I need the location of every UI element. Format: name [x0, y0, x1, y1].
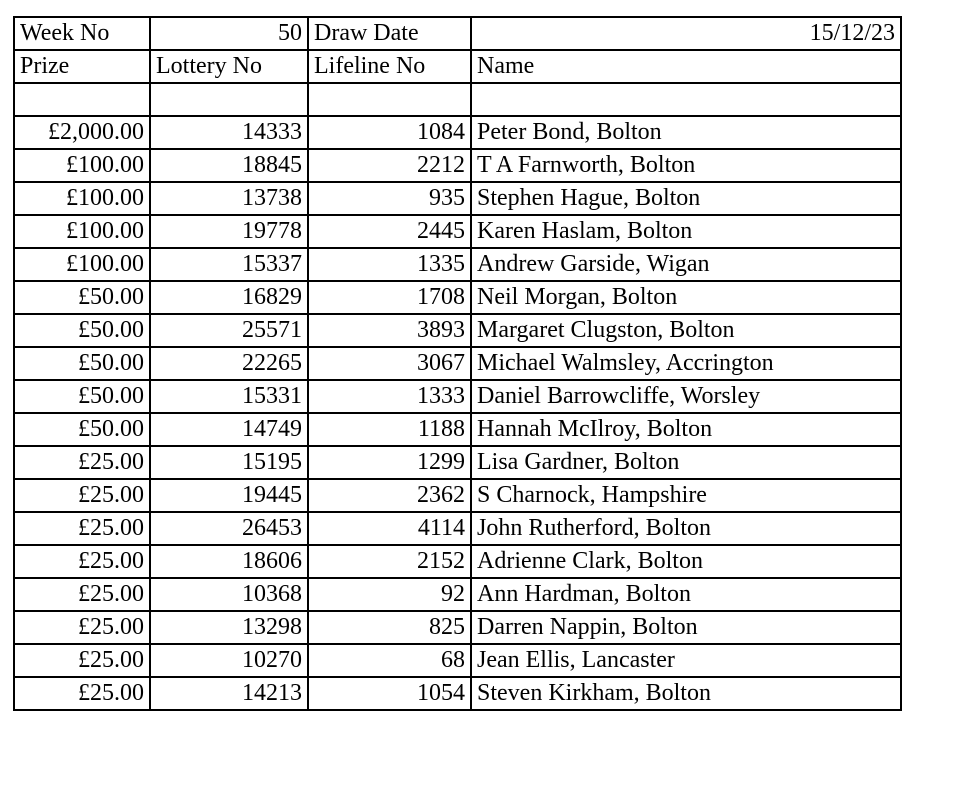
lifeline-no-cell: 1084	[308, 116, 471, 149]
prize-cell: £25.00	[14, 446, 150, 479]
table-row	[14, 512, 901, 545]
lottery-no-cell: 13298	[150, 611, 308, 644]
lottery-no-cell: 16829	[150, 281, 308, 314]
lottery-no-cell: 14333	[150, 116, 308, 149]
column-header-lottery-no: Lottery No	[150, 50, 308, 83]
name-cell: Daniel Barrowcliffe, Worsley	[471, 380, 901, 413]
lifeline-no-cell: 3893	[308, 314, 471, 347]
prize-cell: £25.00	[14, 479, 150, 512]
lifeline-no-cell: 1333	[308, 380, 471, 413]
week-no-value: 50	[150, 17, 308, 50]
lottery-results-table	[13, 16, 902, 711]
lottery-no-cell: 25571	[150, 314, 308, 347]
prize-cell: £50.00	[14, 314, 150, 347]
lottery-no-cell: 26453	[150, 512, 308, 545]
lifeline-no-cell: 1335	[308, 248, 471, 281]
draw-date-value: 15/12/23	[471, 17, 901, 50]
prize-cell: £25.00	[14, 512, 150, 545]
prize-cell: £100.00	[14, 182, 150, 215]
table-row	[14, 347, 901, 380]
lottery-no-cell: 19778	[150, 215, 308, 248]
table-row	[14, 314, 901, 347]
name-cell: T A Farnworth, Bolton	[471, 149, 901, 182]
table-row	[14, 446, 901, 479]
table-row	[14, 116, 901, 149]
name-cell: Michael Walmsley, Accrington	[471, 347, 901, 380]
lifeline-no-cell: 3067	[308, 347, 471, 380]
table-row	[14, 281, 901, 314]
name-cell: John Rutherford, Bolton	[471, 512, 901, 545]
lottery-no-cell: 14749	[150, 413, 308, 446]
name-cell: Lisa Gardner, Bolton	[471, 446, 901, 479]
prize-cell: £50.00	[14, 380, 150, 413]
table-row	[14, 677, 901, 710]
prize-cell: £25.00	[14, 611, 150, 644]
name-cell: Steven Kirkham, Bolton	[471, 677, 901, 710]
lottery-no-cell: 10270	[150, 644, 308, 677]
lottery-no-cell: 14213	[150, 677, 308, 710]
column-header-prize: Prize	[14, 50, 150, 83]
lottery-no-cell: 13738	[150, 182, 308, 215]
lifeline-no-cell: 92	[308, 578, 471, 611]
lottery-no-cell: 15331	[150, 380, 308, 413]
lifeline-no-cell: 2445	[308, 215, 471, 248]
column-header-name: Name	[471, 50, 901, 83]
blank-cell	[150, 83, 308, 116]
lifeline-no-cell: 2152	[308, 545, 471, 578]
blank-cell	[14, 83, 150, 116]
name-cell: Ann Hardman, Bolton	[471, 578, 901, 611]
prize-cell: £25.00	[14, 545, 150, 578]
name-cell: Adrienne Clark, Bolton	[471, 545, 901, 578]
prize-cell: £50.00	[14, 347, 150, 380]
lifeline-no-cell: 935	[308, 182, 471, 215]
lottery-no-cell: 15195	[150, 446, 308, 479]
prize-cell: £100.00	[14, 215, 150, 248]
table-row	[14, 149, 901, 182]
table-row	[14, 479, 901, 512]
prize-cell: £50.00	[14, 413, 150, 446]
table-row	[14, 380, 901, 413]
name-cell: S Charnock, Hampshire	[471, 479, 901, 512]
header-row-draw-info	[14, 17, 901, 50]
lottery-no-cell: 10368	[150, 578, 308, 611]
name-cell: Jean Ellis, Lancaster	[471, 644, 901, 677]
blank-row	[14, 83, 901, 116]
lottery-no-cell: 18606	[150, 545, 308, 578]
lottery-no-cell: 22265	[150, 347, 308, 380]
results-table-body	[14, 17, 901, 710]
lifeline-no-cell: 1188	[308, 413, 471, 446]
lifeline-no-cell: 4114	[308, 512, 471, 545]
lifeline-no-cell: 1299	[308, 446, 471, 479]
name-cell: Hannah McIlroy, Bolton	[471, 413, 901, 446]
name-cell: Peter Bond, Bolton	[471, 116, 901, 149]
table-row	[14, 215, 901, 248]
lifeline-no-cell: 825	[308, 611, 471, 644]
name-cell: Darren Nappin, Bolton	[471, 611, 901, 644]
lifeline-no-cell: 1708	[308, 281, 471, 314]
lottery-no-cell: 19445	[150, 479, 308, 512]
prize-cell: £25.00	[14, 644, 150, 677]
lifeline-no-cell: 1054	[308, 677, 471, 710]
prize-cell: £50.00	[14, 281, 150, 314]
table-row	[14, 248, 901, 281]
column-header-lifeline-no: Lifeline No	[308, 50, 471, 83]
lifeline-no-cell: 2362	[308, 479, 471, 512]
blank-cell	[308, 83, 471, 116]
blank-cell	[471, 83, 901, 116]
name-cell: Andrew Garside, Wigan	[471, 248, 901, 281]
lifeline-no-cell: 68	[308, 644, 471, 677]
prize-cell: £100.00	[14, 149, 150, 182]
lifeline-no-cell: 2212	[308, 149, 471, 182]
table-row	[14, 644, 901, 677]
table-row	[14, 578, 901, 611]
draw-date-label: Draw Date	[308, 17, 471, 50]
prize-cell: £2,000.00	[14, 116, 150, 149]
table-row	[14, 413, 901, 446]
prize-cell: £25.00	[14, 677, 150, 710]
table-row	[14, 182, 901, 215]
prize-cell: £25.00	[14, 578, 150, 611]
prize-cell: £100.00	[14, 248, 150, 281]
table-row	[14, 545, 901, 578]
lottery-no-cell: 15337	[150, 248, 308, 281]
table-row	[14, 611, 901, 644]
week-no-label: Week No	[14, 17, 150, 50]
name-cell: Neil Morgan, Bolton	[471, 281, 901, 314]
name-cell: Margaret Clugston, Bolton	[471, 314, 901, 347]
lottery-no-cell: 18845	[150, 149, 308, 182]
name-cell: Karen Haslam, Bolton	[471, 215, 901, 248]
column-header-row	[14, 50, 901, 83]
name-cell: Stephen Hague, Bolton	[471, 182, 901, 215]
